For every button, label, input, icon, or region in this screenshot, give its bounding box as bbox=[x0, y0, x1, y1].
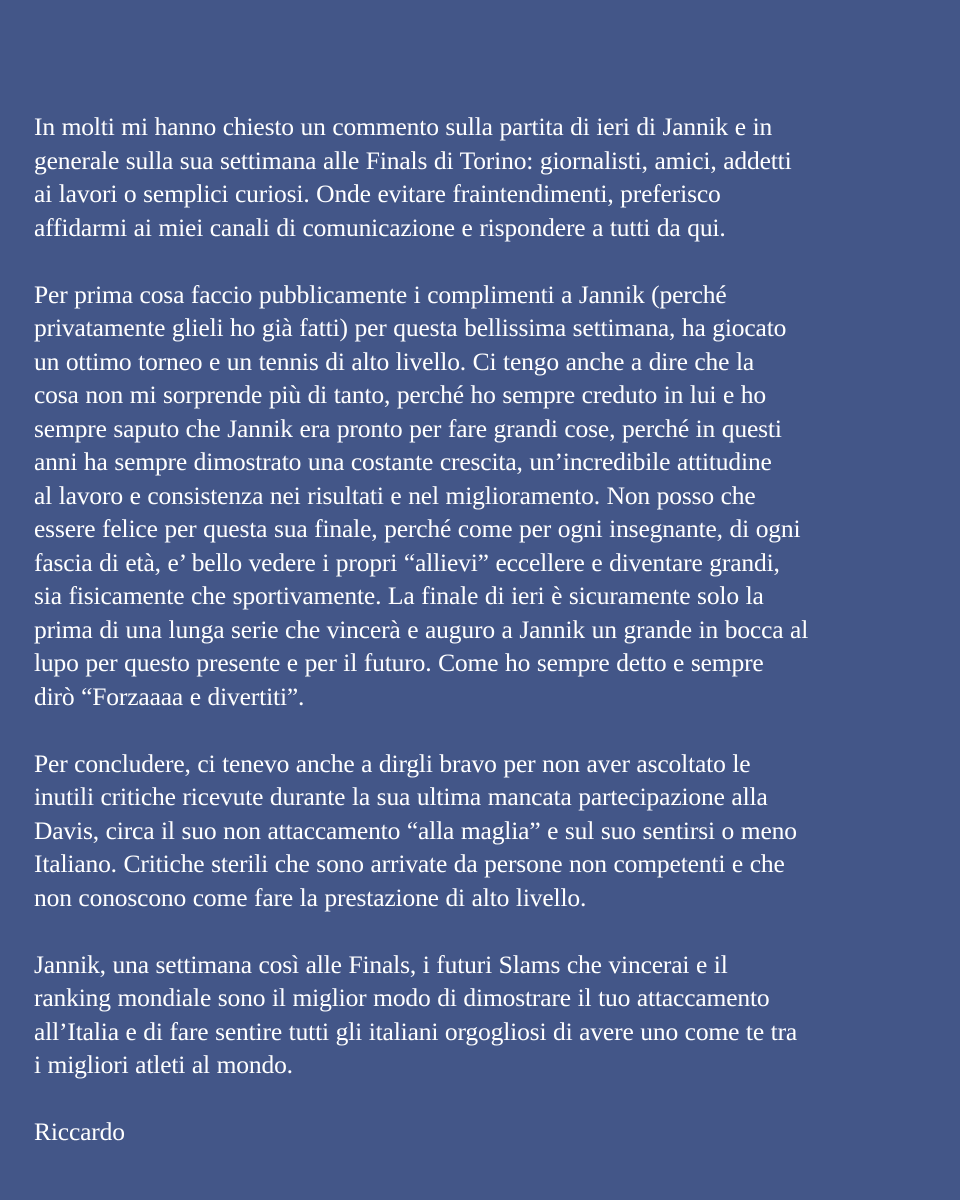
paragraph-closing bbox=[34, 948, 940, 1082]
text-line: ranking mondiale sono il miglior modo di dimostrare il tuo attaccamento bbox=[34, 983, 770, 1012]
text-line: essere felice per questa sua finale, perché come per ogni insegnante, di ogni bbox=[34, 514, 801, 543]
text-line: In molti mi hanno chiesto un commento sulla partita di ieri di Jannik e in bbox=[34, 112, 773, 141]
paragraph-spacer bbox=[34, 914, 940, 948]
signature bbox=[34, 1115, 940, 1149]
paragraph-spacer bbox=[34, 1082, 940, 1116]
paragraph-spacer bbox=[34, 244, 940, 278]
text-line: fascia di età, e’ bello vedere i propri “allievi” eccellere e diventare grandi, bbox=[34, 547, 780, 577]
paragraph-spacer bbox=[34, 713, 940, 747]
text-line: all’Italia e di fare sentire tutti gli italiani orgogliosi di avere uno come te tra bbox=[34, 1016, 798, 1046]
paragraph-compliments bbox=[34, 278, 940, 714]
text-line: lupo per questo presente e per il futuro. Come ho sempre detto e sempre bbox=[34, 648, 764, 677]
text-line: affidarmi ai miei canali di comunicazione e rispondere a tutti da qui. bbox=[34, 212, 726, 242]
text-line: cosa non mi sorprende più di tanto, perché ho sempre creduto in lui e ho bbox=[34, 380, 766, 409]
text-line: Davis, circa il suo non attaccamento “alla maglia” e sul suo sentirsi o meno bbox=[34, 815, 797, 845]
text-line: Italiano. Critiche sterili che sono arrivate da persone non competenti e che bbox=[34, 849, 785, 878]
text-line: inutili critiche ricevute durante la sua ultima mancata partecipazione alla bbox=[34, 782, 768, 811]
text-line: non conoscono come fare la prestazione di alto livello. bbox=[34, 882, 587, 912]
text-line: i migliori atleti al mondo. bbox=[34, 1050, 293, 1079]
text-line: Per concludere, ci tenevo anche a dirgli bravo per non aver ascoltato le bbox=[34, 748, 751, 778]
text-line: sempre saputo che Jannik era pronto per fare grandi cose, perché in questi bbox=[34, 413, 782, 443]
letter-body bbox=[34, 110, 940, 1149]
text-line: al lavoro e consistenza nei risultati e nel miglioramento. Non posso che bbox=[34, 480, 756, 510]
text-line: anni ha sempre dimostrato una costante crescita, un’incredibile attitudine bbox=[34, 447, 772, 476]
text-line: sia fisicamente che sportivamente. La finale di ieri è sicuramente solo la bbox=[34, 581, 764, 610]
text-line: prima di una lunga serie che vincerà e auguro a Jannik un grande in bocca al bbox=[34, 614, 809, 644]
text-line: ai lavori o semplici curiosi. Onde evitare fraintendimenti, preferisco bbox=[34, 179, 721, 208]
text-line: Jannik, una settimana così alle Finals, i futuri Slams che vincerai e il bbox=[34, 949, 728, 979]
text-line: generale sulla sua settimana alle Finals di Torino: giornalisti, amici, addetti bbox=[34, 145, 792, 175]
signature-text: Riccardo bbox=[34, 1117, 125, 1146]
text-line: privatamente glieli ho già fatti) per questa bellissima settimana, ha giocato bbox=[34, 313, 787, 342]
paragraph-conclusion bbox=[34, 747, 940, 915]
text-line: dirò “Forzaaaa e divertiti”. bbox=[34, 681, 305, 711]
text-line: un ottimo torneo e un tennis di alto livello. Ci tengo anche a dire che la bbox=[34, 346, 755, 376]
text-line: Per prima cosa faccio pubblicamente i complimenti a Jannik (perché bbox=[34, 279, 727, 309]
paragraph-intro bbox=[34, 110, 940, 244]
